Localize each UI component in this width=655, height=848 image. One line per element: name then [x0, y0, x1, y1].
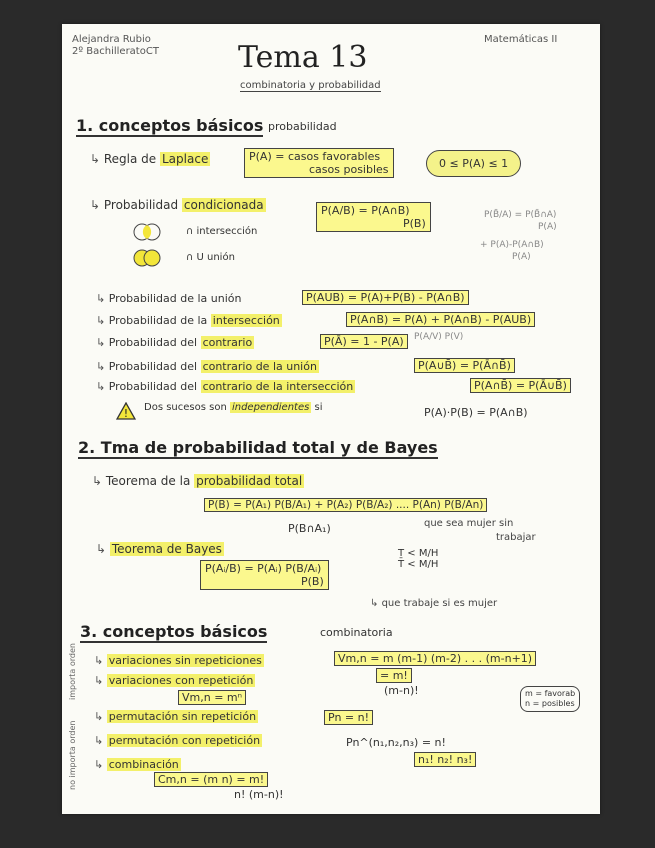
var-sin-formula: Vm,n = m (m-1) (m-2) . . . (m-n+1) — [334, 651, 536, 666]
indep-formula: P(A)·P(B) = P(A∩B) — [424, 406, 528, 419]
venn-diagram-icon — [124, 220, 184, 272]
var-sin-formula-3: (m-n)! — [384, 684, 419, 697]
contr-u-label: Probabilidad del — [108, 360, 201, 373]
author: Alejandra Rubio — [72, 34, 151, 45]
laplace-formula — [244, 148, 394, 178]
comb-label: combinación — [108, 758, 179, 771]
section-2-heading: 2. Tma de probabilidad total y de Bayes — [78, 438, 438, 457]
intersection-note2: P(A/V) P(V) — [414, 332, 464, 342]
contr-i-label: Probabilidad del — [108, 380, 201, 393]
side-label-no-order: no importa orden — [68, 720, 77, 790]
contrary-intersection-formula: P(A∩B̄) = P(Ā∪B̄) — [470, 378, 571, 393]
comb-formula: Cm,n = (m n) = m! — [154, 772, 268, 787]
var-sin-formula-2: = m! — [376, 668, 412, 683]
union-label: Probabilidad de la unión — [108, 292, 242, 305]
laplace-highlight: Laplace — [162, 152, 209, 166]
perm-con-label: permutación con repetición — [108, 734, 261, 747]
laplace-top: P(A) = casos favorables — [249, 150, 381, 163]
laplace-label: Regla de — [103, 152, 160, 166]
cond-highlight: condicionada — [183, 198, 264, 212]
bayes-note-1: que sea mujer sin — [424, 518, 514, 529]
svg-text:!: ! — [123, 407, 129, 420]
warning-icon — [116, 402, 136, 420]
bayes-note-2: que trabaje si es mujer — [381, 598, 498, 609]
total-label: Teorema de la — [105, 474, 195, 488]
perm-sin-label: permutación sin repetición — [108, 710, 257, 723]
inters-label: Probabilidad de la — [108, 314, 211, 327]
contr-label: Probabilidad del — [108, 336, 201, 349]
legend-favorable: m = favorab — [525, 689, 576, 698]
bayes-label: Teorema de Bayes — [111, 542, 222, 556]
bayes-bottom: P(B) — [301, 575, 324, 589]
subject: Matemáticas II — [484, 34, 558, 45]
probability-tree: T < M/H T̄ < M/H — [398, 548, 439, 570]
perm-con-formula: Pn^(n₁,n₂,n₃) = n! — [346, 736, 446, 749]
contr-highlight: contrario — [202, 336, 253, 349]
arrow-icon: ↳ — [90, 152, 104, 166]
intersection-note: ∩ intersección — [186, 226, 258, 237]
laplace-bottom: casos posibles — [309, 163, 389, 177]
side-note-1b: P(A) — [538, 222, 557, 232]
legend-box — [520, 686, 580, 712]
page-subtitle: combinatoria y probabilidad — [240, 80, 381, 91]
comb-formula-2: n! (m-n)! — [234, 788, 284, 801]
contrary-formula: P(Ā) = 1 - P(A) — [320, 334, 408, 349]
side-label-order: importa orden — [68, 643, 77, 700]
total-highlight: probabilidad total — [196, 474, 303, 488]
union-note: ∩ U unión — [186, 252, 235, 263]
var-sin-label: variaciones sin repeticiones — [108, 654, 262, 667]
perm-con-formula-2: n₁! n₂! n₃! — [414, 752, 476, 767]
course: 2º BachilleratoCT — [72, 46, 159, 57]
indep-highlight: independientes — [231, 402, 310, 413]
side-note-1: P(B̄/A) = P(B̄∩A) — [484, 210, 557, 220]
page-title: Tema 13 — [238, 40, 368, 75]
inters-highlight: intersección — [212, 314, 280, 327]
section-3-heading: 3. conceptos básicos — [80, 622, 268, 641]
total-formula: P(B) = P(A₁) P(B/A₁) + P(A₂) P(B/A₂) .... P(An) P(B/An) — [204, 498, 487, 512]
legend-possible: n = posibles — [525, 699, 575, 708]
var-con-label: variaciones con repetición — [108, 674, 254, 687]
bayes-top: P(Aᵢ/B) = P(Aᵢ) P(B/Aᵢ) — [205, 562, 322, 575]
cond-top: P(A/B) = P(A∩B) — [321, 204, 410, 217]
cond-label: Probabilidad — [103, 198, 182, 212]
indep-pre: Dos sucesos son — [144, 402, 230, 413]
cond-bottom: P(B) — [403, 217, 426, 231]
section-1-tag: probabilidad — [268, 120, 337, 133]
union-formula: P(AUB) = P(A)+P(B) - P(A∩B) — [302, 290, 469, 305]
intersection-formula: P(A∩B) = P(A) + P(A∩B) - P(AUB) — [346, 312, 535, 327]
section-3-tag: combinatoria — [320, 626, 393, 639]
bayes-note-1b: trabajar — [496, 532, 536, 543]
bayes-formula — [200, 560, 329, 590]
contr-i-highlight: contrario de la intersección — [202, 380, 354, 393]
indep-post: si — [311, 402, 323, 413]
side-note-2: + P(A)-P(A∩B) — [480, 240, 544, 250]
laplace-range: 0 ≤ P(A) ≤ 1 — [426, 150, 521, 177]
section-1-heading: 1. conceptos básicos — [76, 116, 264, 135]
total-note: P(B∩A₁) — [288, 522, 331, 535]
contr-u-highlight: contrario de la unión — [202, 360, 317, 373]
contrary-union-formula: P(A∪B̄) = P(Ā∩B̄) — [414, 358, 515, 373]
var-con-formula: Vm,n = mⁿ — [178, 690, 246, 705]
perm-sin-formula: Pn = n! — [324, 710, 373, 725]
cond-formula — [316, 202, 431, 232]
side-note-2b: P(A) — [512, 252, 531, 262]
